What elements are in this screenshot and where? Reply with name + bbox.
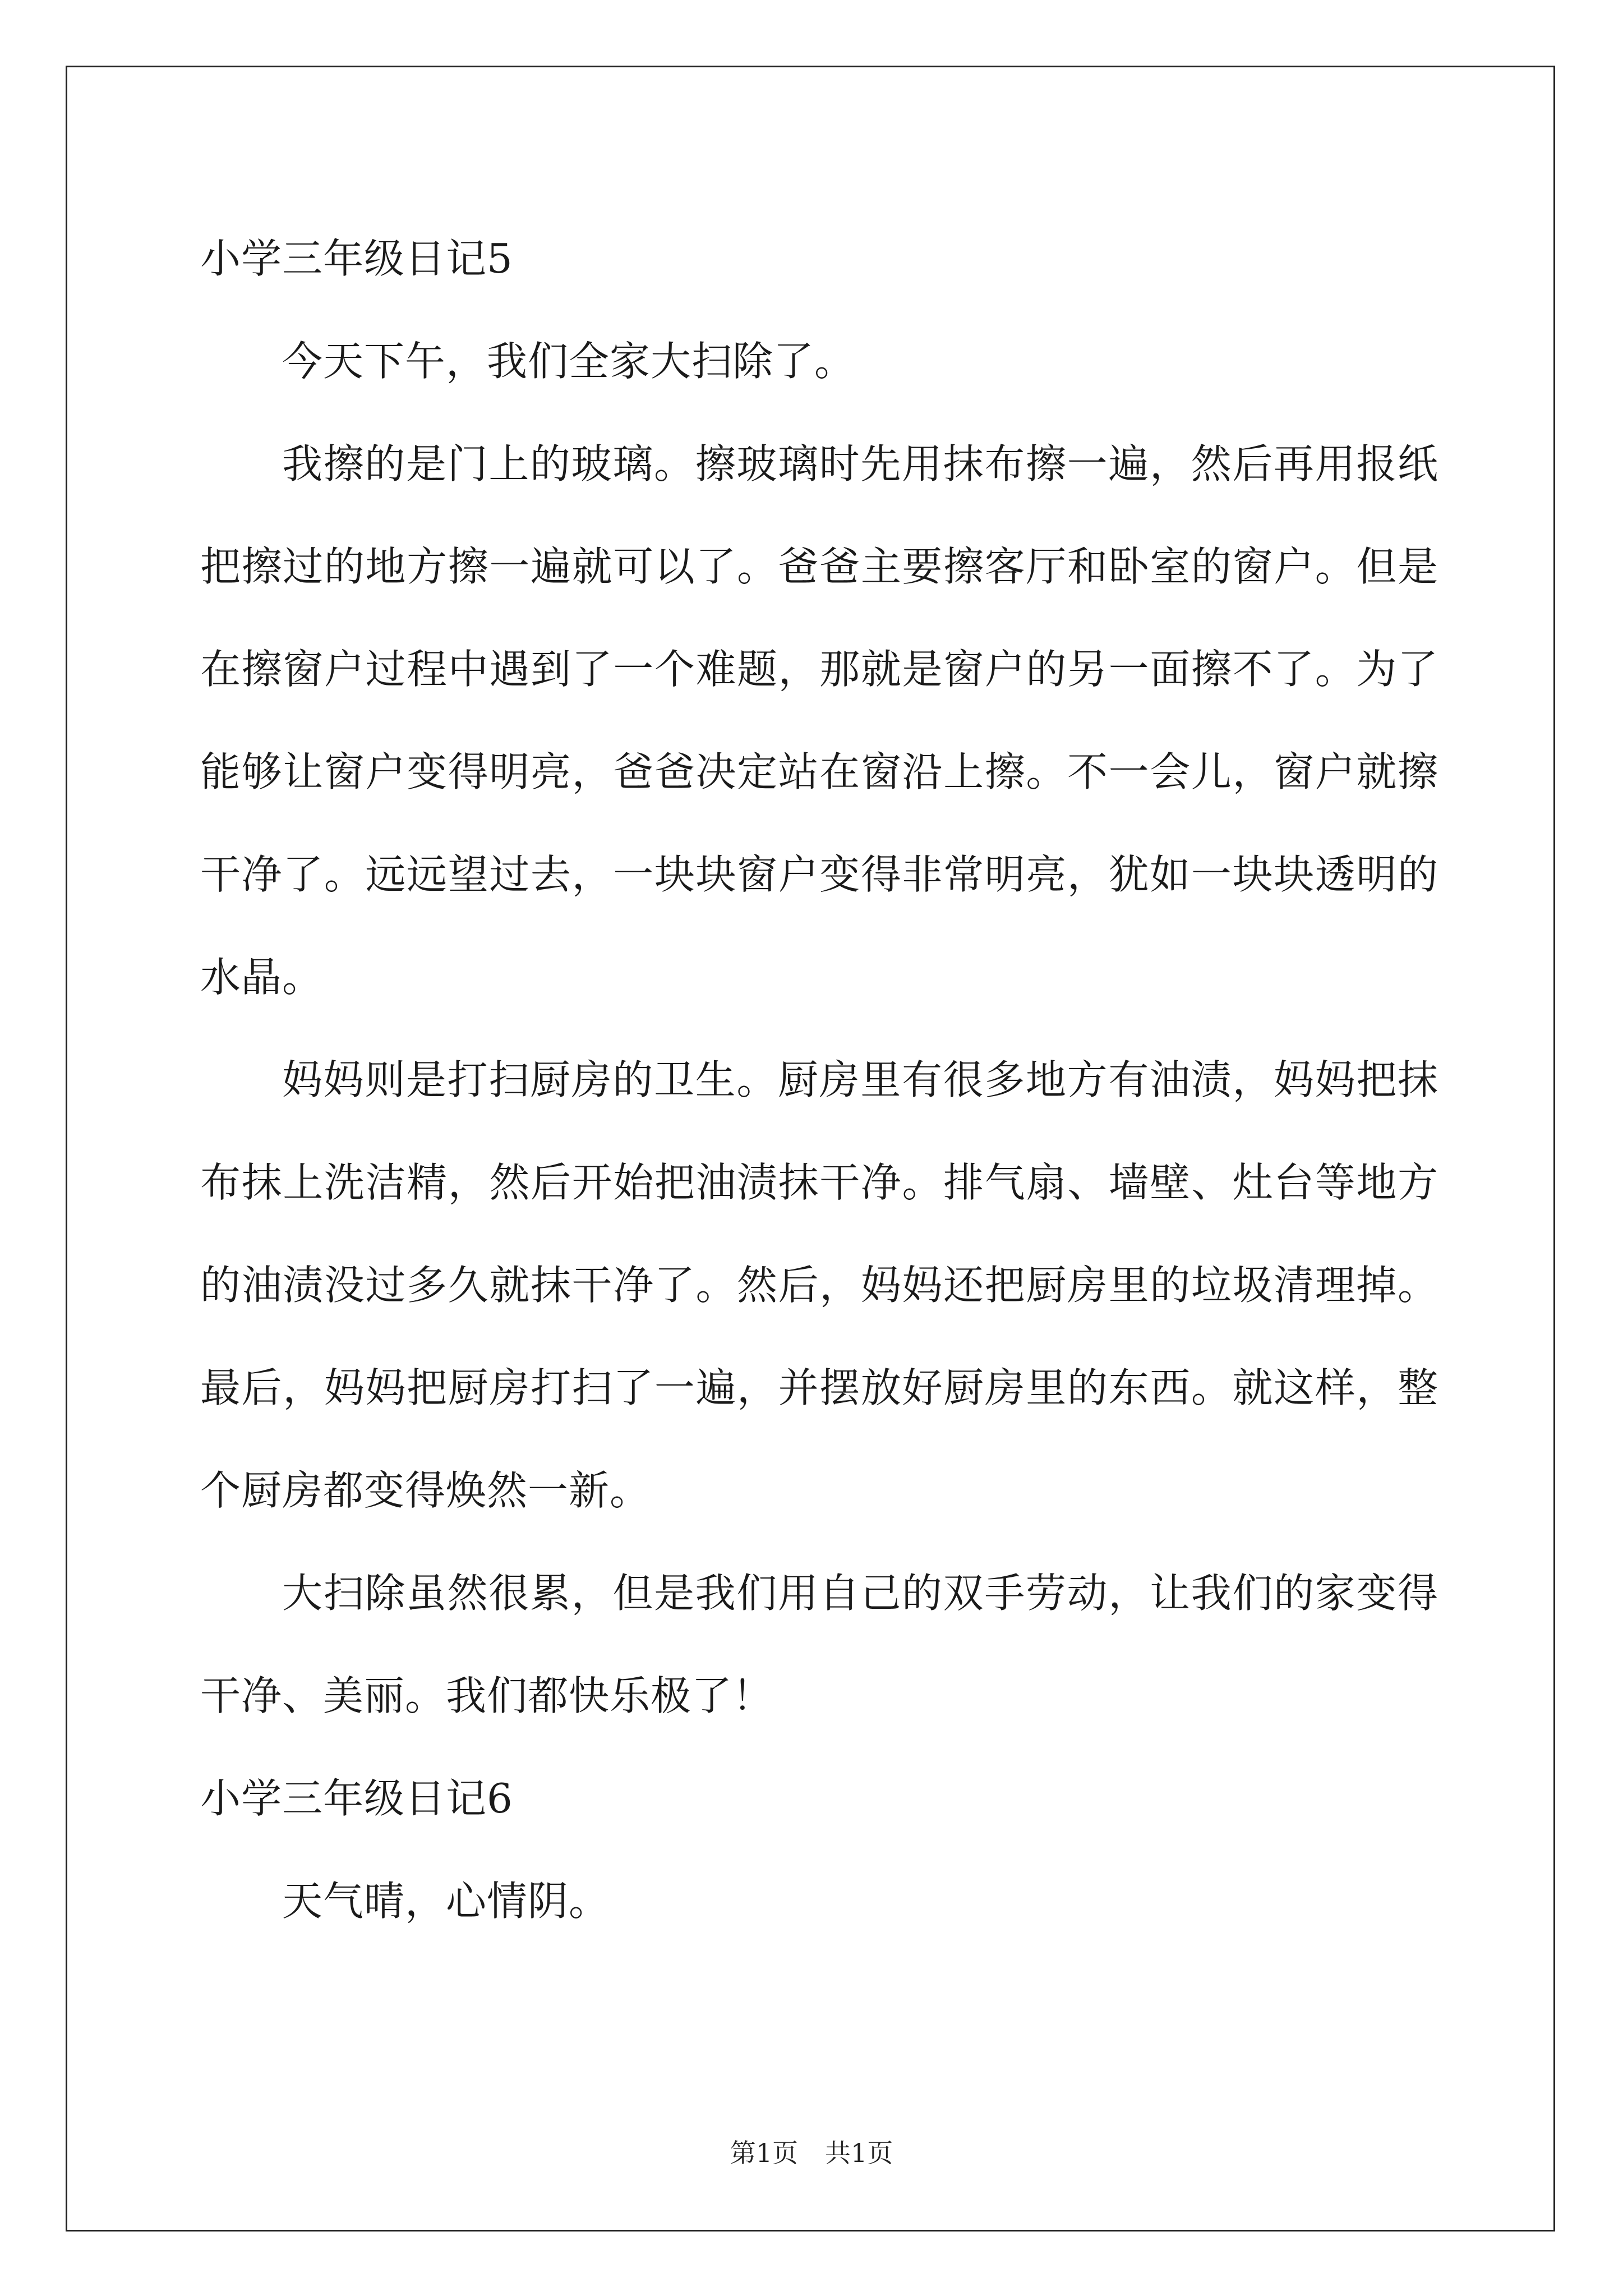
paragraph-line: 的油渍没过多久就抹干净了。然后，妈妈还把厨房里的垃圾清理掉。 — [200, 1262, 1438, 1309]
paragraph-line: 把擦过的地方擦一遍就可以了。爸爸主要擦客厅和卧室的窗户。但是 — [200, 543, 1438, 590]
paragraph-line: 最后，妈妈把厨房打扫了一遍，并摆放好厨房里的东西。就这样，整 — [200, 1364, 1438, 1411]
paragraph-line: 干净了。远远望过去，一块块窗户变得非常明亮，犹如一块块透明的 — [200, 851, 1438, 898]
page-footer — [0, 2136, 1623, 2170]
page-total: 共1页 — [825, 2138, 893, 2168]
paragraph-line: 干净、美丽。我们都快乐极了！ — [200, 1672, 774, 1719]
document-body — [200, 208, 1438, 1953]
page-number: 第1页 — [730, 2138, 798, 2168]
paragraph-line: 妈妈则是打扫厨房的卫生。厨房里有很多地方有油渍，妈妈把抹 — [282, 1056, 1438, 1103]
paragraph-line: 个厨房都变得焕然一新。 — [200, 1467, 651, 1514]
paragraph-line: 今天下午，我们全家大扫除了。 — [282, 338, 856, 385]
heading-diary-5: 小学三年级日记5 — [200, 235, 513, 282]
paragraph-line: 天气晴，心情阴。 — [282, 1878, 610, 1925]
paragraph-line: 我擦的是门上的玻璃。擦玻璃时先用抹布擦一遍，然后再用报纸 — [282, 440, 1438, 487]
paragraph-line: 布抹上洗洁精，然后开始把油渍抹干净。排气扇、墙壁、灶台等地方 — [200, 1159, 1438, 1206]
paragraph-line: 水晶。 — [200, 954, 324, 1001]
paragraph-line: 能够让窗户变得明亮，爸爸决定站在窗沿上擦。不一会儿，窗户就擦 — [200, 748, 1438, 795]
heading-diary-6: 小学三年级日记6 — [200, 1775, 513, 1822]
paragraph-line: 大扫除虽然很累，但是我们用自己的双手劳动，让我们的家变得 — [282, 1570, 1438, 1617]
paragraph-line: 在擦窗户过程中遇到了一个难题，那就是窗户的另一面擦不了。为了 — [200, 646, 1438, 693]
